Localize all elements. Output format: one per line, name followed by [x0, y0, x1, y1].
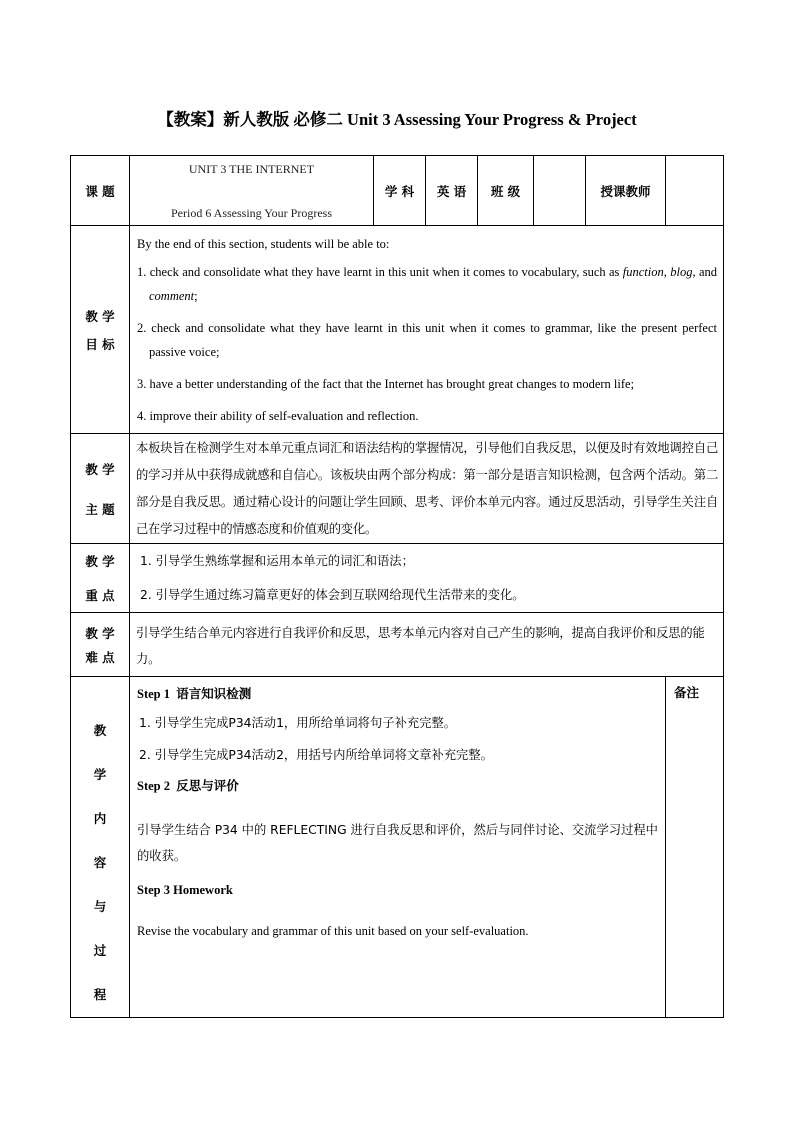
step-1-heading: Step 1 语言知识检测 [137, 686, 252, 701]
objectives-label-line2: 目 标 [85, 336, 115, 352]
objective-item-3: 3. have a better understanding of the fact that the Internet has brought great changes to modern life; [137, 377, 635, 391]
difficulties-label-line1: 教 学 [85, 625, 115, 641]
step-3-heading: Step 3 Homework [137, 883, 233, 897]
topic-unit: UNIT 3 THE INTERNET [188, 161, 315, 176]
step-3-text: Revise the vocabulary and grammar of this unit based on your self-evaluation. [137, 924, 529, 938]
process-label [71, 677, 130, 1018]
difficulties-label [71, 613, 130, 677]
theme-label [71, 434, 130, 544]
vocab-comment: comment [149, 289, 195, 303]
process-label-char: 学 [93, 767, 107, 782]
objectives-label [71, 226, 130, 434]
key-point-item-1: 1. 引导学生熟练掌握和运用本单元的词汇和语法； [140, 554, 414, 568]
process-label-char: 程 [93, 987, 107, 1002]
vocab-blog: blog [670, 265, 693, 279]
process-content [130, 677, 666, 1018]
key-points-label-line2: 重 点 [85, 588, 115, 603]
key-point-item-2: 2. 引导学生通过练习篇章更好的体会到互联网给现代生活带来的变化。 [140, 588, 525, 602]
step-2-heading: Step 2 反思与评价 [137, 778, 239, 793]
step-1-item-2: 2. 引导学生完成P34活动2，用括号内所给单词将文章补充完整。 [139, 748, 493, 762]
difficulties-content: 引导学生结合单元内容进行自我评价和反思，思考本单元内容对自己产生的影响，提高自我评价和反思的能力。 [130, 613, 724, 677]
page-title: 【教案】新人教版 必修二 Unit 3 Assessing Your Progress & Project [157, 110, 637, 129]
topic-cell [130, 156, 374, 226]
lesson-plan-table [70, 155, 724, 1018]
key-points-label-line1: 教 学 [85, 554, 115, 569]
step-2-text: 引导学生结合 P34 中的 REFLECTING 进行自我反思和评价，然后与同伴讨论、交流学习过程中的收获。 [137, 823, 658, 863]
process-label-char: 教 [93, 723, 107, 738]
subject-label: 学 科 [374, 156, 426, 226]
key-points-label [71, 544, 130, 613]
class-value [534, 156, 586, 226]
header-row [71, 156, 724, 226]
step-1-item-1: 1. 引导学生完成P34活动1，用所给单词将句子补充完整。 [139, 716, 457, 730]
theme-label-line2: 主 题 [85, 501, 115, 517]
class-label: 班 级 [478, 156, 534, 226]
key-points-content [130, 544, 724, 613]
objectives-intro: By the end of this section, students will be able to: [137, 237, 390, 251]
teacher-value [666, 156, 724, 226]
process-label-char: 与 [93, 899, 107, 914]
objectives-content [130, 226, 724, 434]
topic-period: Period 6 Assessing Your Progress [170, 205, 333, 220]
difficulties-label-line2: 难 点 [85, 649, 115, 665]
theme-row [71, 434, 724, 544]
vocab-function: function [622, 265, 664, 279]
process-label-char: 内 [93, 811, 107, 826]
key-points-row [71, 544, 724, 613]
process-label-char: 容 [93, 855, 107, 870]
objective-item-2: 2. check and consolidate what they have learnt in this unit when it comes to grammar, like the present perfect passive voice; [137, 321, 717, 359]
theme-label-line1: 教 学 [85, 461, 115, 477]
objectives-row [71, 226, 724, 434]
objectives-label-line1: 教 学 [85, 308, 115, 324]
process-row [71, 677, 724, 1018]
difficulties-row [71, 613, 724, 677]
subject-value: 英 语 [426, 156, 478, 226]
topic-label: 课 题 [71, 156, 130, 226]
objective-item-1: 1. check and consolidate what they have learnt in this unit when it comes to vocabulary, such as function, blog, and comment; [137, 265, 717, 303]
notes-column: 备注 [666, 677, 724, 1018]
teacher-label: 授课教师 [586, 156, 666, 226]
process-label-char: 过 [93, 943, 107, 958]
theme-content: 本板块旨在检测学生对本单元重点词汇和语法结构的掌握情况，引导他们自我反思，以便及时有效地调控自己的学习并从中获得成就感和自信心。该板块由两个部分构成：第一部分是语言知识检测，包含两个活动。第二部分是自我反思。通过精心设计的问题让学生回顾、思考、评价本单元内容。通过反思活动，引导学生关注自己在学习过程中的情感态度和价值观的变化。 [130, 434, 724, 544]
objective-item-4: 4. improve their ability of self-evaluation and reflection. [137, 409, 419, 423]
